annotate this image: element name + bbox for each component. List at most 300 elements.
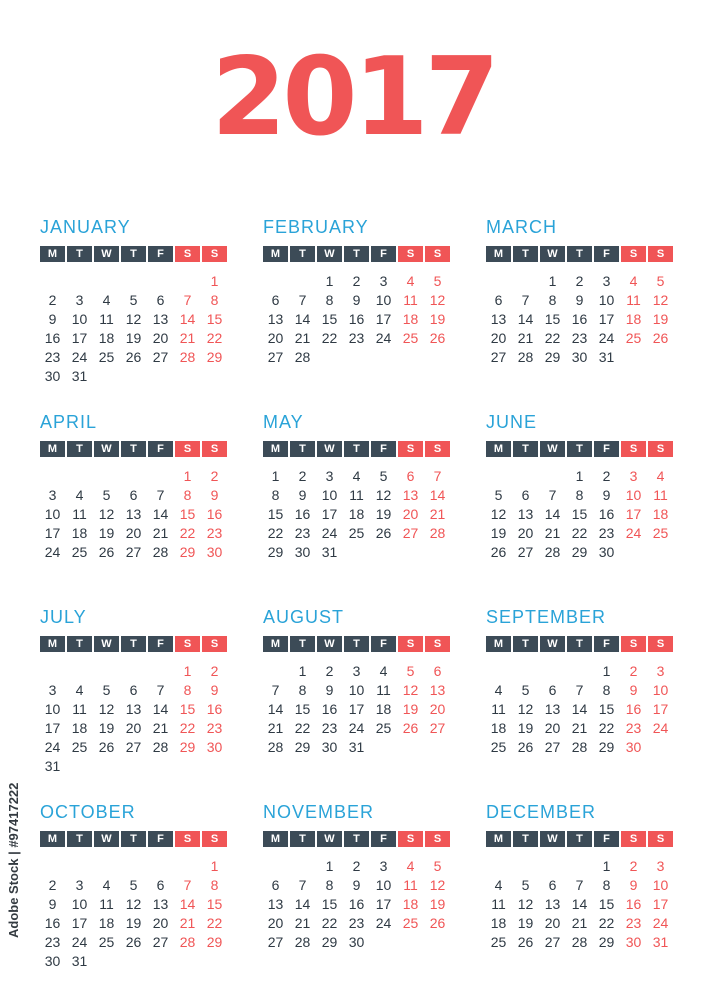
month-name: JUNE — [486, 412, 538, 432]
weekday-label: F — [148, 636, 173, 652]
day: 19 — [125, 330, 142, 346]
weekday-label: S — [175, 636, 200, 652]
month-august — [263, 604, 448, 799]
day: 3 — [48, 682, 57, 698]
day: 2 — [352, 273, 361, 289]
day-grid — [486, 662, 671, 757]
weekday-label: T — [290, 441, 315, 457]
weekday-label: T — [121, 441, 146, 457]
weekday-label: T — [290, 636, 315, 652]
weekday-label: F — [371, 831, 396, 847]
day: 23 — [598, 525, 615, 541]
day: 8 — [602, 682, 611, 698]
weekday-label: S — [175, 831, 200, 847]
day: 13 — [517, 506, 534, 522]
weekday-label: F — [148, 441, 173, 457]
day-grid — [40, 662, 225, 776]
day: 10 — [375, 877, 392, 893]
empty-cell — [67, 272, 92, 291]
day: 12 — [490, 506, 507, 522]
day: 11 — [491, 701, 506, 717]
weekday-label: S — [621, 831, 646, 847]
day: 25 — [71, 544, 88, 560]
day: 15 — [598, 701, 615, 717]
day: 20 — [544, 915, 561, 931]
day: 17 — [348, 701, 365, 717]
day: 30 — [598, 544, 615, 560]
weekday-header — [486, 636, 671, 652]
weekday-label: W — [94, 636, 119, 652]
day: 15 — [321, 311, 338, 327]
day: 22 — [294, 720, 311, 736]
day: 20 — [490, 330, 507, 346]
day: 31 — [321, 544, 338, 560]
weekday-label: W — [317, 246, 342, 262]
day: 30 — [44, 368, 61, 384]
weekday-label: F — [148, 246, 173, 262]
day: 30 — [348, 934, 365, 950]
day: 24 — [71, 349, 88, 365]
day: 8 — [325, 292, 334, 308]
day: 1 — [575, 468, 584, 484]
weekend-day: 29 — [179, 739, 196, 755]
day: 14 — [294, 896, 311, 912]
day: 4 — [352, 468, 361, 484]
empty-cell — [40, 662, 65, 681]
day: 19 — [375, 506, 392, 522]
day: 20 — [267, 915, 284, 931]
day: 16 — [321, 701, 338, 717]
day-grid — [40, 857, 225, 971]
day: 4 — [102, 292, 111, 308]
weekday-header — [486, 831, 671, 847]
month-december — [486, 799, 671, 994]
weekday-label: F — [594, 441, 619, 457]
day: 3 — [352, 663, 361, 679]
weekend-day: 2 — [629, 663, 638, 679]
day: 6 — [156, 292, 165, 308]
weekday-label: S — [425, 246, 450, 262]
empty-cell — [121, 272, 146, 291]
day: 7 — [298, 292, 307, 308]
day: 11 — [491, 896, 506, 912]
day: 2 — [352, 858, 361, 874]
weekday-label: S — [621, 246, 646, 262]
weekend-day: 3 — [656, 663, 665, 679]
weekend-day: 27 — [429, 720, 446, 736]
day: 4 — [75, 487, 84, 503]
day: 30 — [571, 349, 588, 365]
day: 21 — [294, 330, 311, 346]
weekday-label: S — [425, 636, 450, 652]
weekday-label: S — [202, 636, 227, 652]
day: 25 — [98, 349, 115, 365]
day: 2 — [48, 292, 57, 308]
weekend-day: 18 — [625, 311, 642, 327]
empty-cell — [540, 662, 565, 681]
weekend-day: 4 — [406, 858, 415, 874]
weekend-day: 11 — [403, 292, 418, 308]
weekend-day: 9 — [629, 682, 638, 698]
day: 24 — [348, 720, 365, 736]
day: 6 — [129, 487, 138, 503]
day: 6 — [548, 682, 557, 698]
weekday-header — [263, 441, 448, 457]
empty-cell — [94, 857, 119, 876]
month-february — [263, 214, 448, 409]
month-name: APRIL — [40, 412, 98, 432]
day: 17 — [598, 311, 615, 327]
weekend-day: 14 — [179, 896, 196, 912]
weekday-label: T — [121, 831, 146, 847]
day: 1 — [271, 468, 280, 484]
weekend-day: 29 — [179, 544, 196, 560]
stock-watermark: Adobe Stock | #97417222 — [6, 782, 21, 938]
day: 29 — [267, 544, 284, 560]
day: 28 — [294, 349, 311, 365]
day: 19 — [98, 720, 115, 736]
day: 1 — [298, 663, 307, 679]
day: 13 — [544, 896, 561, 912]
day: 13 — [152, 896, 169, 912]
day: 1 — [325, 273, 334, 289]
weekend-day: 12 — [402, 682, 419, 698]
day: 28 — [267, 739, 284, 755]
day: 3 — [379, 273, 388, 289]
day: 26 — [98, 544, 115, 560]
day: 10 — [348, 682, 365, 698]
weekend-day: 23 — [206, 720, 223, 736]
day: 1 — [325, 858, 334, 874]
weekend-day: 12 — [429, 877, 446, 893]
empty-cell — [263, 857, 288, 876]
day: 17 — [375, 311, 392, 327]
weekend-day: 10 — [652, 682, 669, 698]
calendar-grid — [40, 214, 700, 994]
weekday-label: T — [513, 831, 538, 847]
weekend-day: 1 — [210, 858, 219, 874]
day: 28 — [571, 934, 588, 950]
day: 27 — [490, 349, 507, 365]
year-title: 2017 — [211, 35, 496, 160]
day: 8 — [298, 682, 307, 698]
month-october — [40, 799, 225, 994]
weekend-day: 30 — [625, 739, 642, 755]
weekday-label: T — [67, 831, 92, 847]
day: 9 — [352, 877, 361, 893]
day: 23 — [44, 349, 61, 365]
weekend-day: 8 — [210, 292, 219, 308]
weekend-day: 7 — [183, 292, 192, 308]
month-may — [263, 409, 448, 604]
empty-cell — [513, 662, 538, 681]
day: 4 — [379, 663, 388, 679]
day-grid — [263, 662, 448, 757]
day: 24 — [321, 525, 338, 541]
day: 26 — [490, 544, 507, 560]
day: 12 — [125, 311, 142, 327]
month-september — [486, 604, 671, 799]
day: 10 — [44, 506, 61, 522]
weekend-day: 26 — [429, 915, 446, 931]
day: 24 — [44, 739, 61, 755]
day: 9 — [325, 682, 334, 698]
day: 11 — [99, 311, 114, 327]
day: 22 — [321, 915, 338, 931]
weekend-day: 25 — [402, 915, 419, 931]
day-grid — [40, 272, 225, 386]
weekend-day: 19 — [652, 311, 669, 327]
weekend-day: 11 — [403, 877, 418, 893]
weekend-day: 24 — [652, 720, 669, 736]
day: 8 — [548, 292, 557, 308]
weekend-day: 24 — [625, 525, 642, 541]
day: 4 — [75, 682, 84, 698]
weekend-day: 7 — [183, 877, 192, 893]
weekend-day: 5 — [656, 273, 665, 289]
weekend-day: 14 — [429, 487, 446, 503]
day: 10 — [71, 311, 88, 327]
day: 5 — [494, 487, 503, 503]
day: 8 — [325, 877, 334, 893]
day: 22 — [321, 330, 338, 346]
empty-cell — [67, 467, 92, 486]
day: 10 — [321, 487, 338, 503]
day: 3 — [379, 858, 388, 874]
day: 6 — [271, 877, 280, 893]
weekday-label: M — [486, 441, 511, 457]
weekend-day: 5 — [433, 858, 442, 874]
weekday-label: S — [398, 831, 423, 847]
day: 23 — [571, 330, 588, 346]
day: 5 — [129, 877, 138, 893]
day: 17 — [44, 720, 61, 736]
month-name: MAY — [263, 412, 304, 432]
empty-cell — [290, 857, 315, 876]
day: 6 — [521, 487, 530, 503]
day: 23 — [44, 934, 61, 950]
day: 5 — [379, 468, 388, 484]
weekday-label: S — [398, 441, 423, 457]
day: 26 — [125, 349, 142, 365]
day: 18 — [348, 506, 365, 522]
weekend-day: 25 — [402, 330, 419, 346]
weekend-day: 16 — [625, 896, 642, 912]
month-name: JANUARY — [40, 217, 131, 237]
day: 16 — [348, 311, 365, 327]
day: 18 — [71, 525, 88, 541]
day-grid — [486, 467, 671, 562]
weekday-label: W — [94, 441, 119, 457]
day: 18 — [98, 330, 115, 346]
day: 21 — [544, 525, 561, 541]
weekend-day: 29 — [206, 934, 223, 950]
day-grid — [263, 857, 448, 952]
weekday-label: T — [121, 246, 146, 262]
day: 12 — [125, 896, 142, 912]
weekend-day: 16 — [206, 701, 223, 717]
empty-cell — [540, 467, 565, 486]
weekday-label: W — [540, 441, 565, 457]
weekend-day: 31 — [652, 934, 669, 950]
weekend-day: 9 — [210, 682, 219, 698]
weekday-label: F — [371, 441, 396, 457]
empty-cell — [40, 272, 65, 291]
weekday-header — [40, 831, 225, 847]
empty-cell — [263, 662, 288, 681]
weekend-day: 14 — [179, 311, 196, 327]
day: 6 — [548, 877, 557, 893]
weekday-label: M — [263, 831, 288, 847]
day: 29 — [598, 739, 615, 755]
day: 20 — [152, 915, 169, 931]
weekday-label: T — [67, 246, 92, 262]
day-grid — [486, 272, 671, 367]
weekday-label: M — [40, 831, 65, 847]
weekend-day: 18 — [402, 311, 419, 327]
day: 12 — [375, 487, 392, 503]
day: 11 — [99, 896, 114, 912]
day: 6 — [129, 682, 138, 698]
day: 31 — [71, 368, 88, 384]
day: 10 — [598, 292, 615, 308]
weekday-label: M — [40, 441, 65, 457]
day: 25 — [348, 525, 365, 541]
day: 10 — [44, 701, 61, 717]
empty-cell — [175, 272, 200, 291]
empty-cell — [148, 857, 173, 876]
day: 25 — [490, 934, 507, 950]
day: 11 — [72, 506, 87, 522]
weekend-day: 19 — [429, 311, 446, 327]
day: 13 — [544, 701, 561, 717]
weekend-day: 24 — [652, 915, 669, 931]
empty-cell — [121, 467, 146, 486]
weekday-label: T — [344, 246, 369, 262]
weekend-day: 17 — [625, 506, 642, 522]
day: 12 — [517, 896, 534, 912]
day: 14 — [152, 506, 169, 522]
day: 19 — [517, 720, 534, 736]
weekday-label: T — [513, 441, 538, 457]
weekend-day: 23 — [625, 720, 642, 736]
day: 15 — [294, 701, 311, 717]
day: 14 — [571, 701, 588, 717]
day: 27 — [544, 934, 561, 950]
day: 8 — [271, 487, 280, 503]
day: 23 — [348, 330, 365, 346]
day: 11 — [376, 682, 391, 698]
day: 25 — [490, 739, 507, 755]
day: 15 — [544, 311, 561, 327]
weekend-day: 19 — [402, 701, 419, 717]
weekend-day: 22 — [179, 525, 196, 541]
weekend-day: 13 — [429, 682, 446, 698]
day-grid — [263, 467, 448, 562]
day: 24 — [598, 330, 615, 346]
weekday-label: S — [202, 441, 227, 457]
day: 22 — [598, 915, 615, 931]
weekday-label: F — [594, 636, 619, 652]
day: 16 — [44, 330, 61, 346]
day: 28 — [517, 349, 534, 365]
day: 26 — [517, 934, 534, 950]
day-grid — [263, 272, 448, 367]
weekday-label: T — [290, 831, 315, 847]
month-november — [263, 799, 448, 994]
weekend-day: 8 — [210, 877, 219, 893]
day: 9 — [48, 311, 57, 327]
day: 13 — [152, 311, 169, 327]
empty-cell — [486, 662, 511, 681]
weekend-day: 4 — [629, 273, 638, 289]
day: 21 — [152, 525, 169, 541]
day: 7 — [548, 487, 557, 503]
weekend-day: 23 — [625, 915, 642, 931]
day: 21 — [517, 330, 534, 346]
month-name: FEBRUARY — [263, 217, 369, 237]
weekday-label: W — [540, 246, 565, 262]
weekend-day: 4 — [656, 468, 665, 484]
weekend-day: 17 — [652, 896, 669, 912]
day: 12 — [98, 701, 115, 717]
empty-cell — [67, 857, 92, 876]
weekday-label: T — [513, 246, 538, 262]
day: 7 — [271, 682, 280, 698]
day: 21 — [294, 915, 311, 931]
day: 11 — [72, 701, 87, 717]
weekday-label: T — [567, 441, 592, 457]
day: 14 — [517, 311, 534, 327]
weekend-day: 30 — [206, 739, 223, 755]
weekend-day: 10 — [652, 877, 669, 893]
day: 27 — [125, 544, 142, 560]
weekday-label: S — [425, 441, 450, 457]
day: 27 — [152, 349, 169, 365]
weekend-day: 4 — [406, 273, 415, 289]
day: 14 — [571, 896, 588, 912]
empty-cell — [567, 662, 592, 681]
day: 26 — [125, 934, 142, 950]
month-april — [40, 409, 225, 604]
day: 22 — [267, 525, 284, 541]
day: 20 — [125, 720, 142, 736]
day: 27 — [267, 934, 284, 950]
weekend-day: 1 — [210, 273, 219, 289]
day: 3 — [48, 487, 57, 503]
day: 20 — [125, 525, 142, 541]
day: 2 — [48, 877, 57, 893]
day: 20 — [544, 720, 561, 736]
day: 5 — [521, 682, 530, 698]
day: 10 — [71, 896, 88, 912]
weekend-day: 2 — [210, 663, 219, 679]
day: 15 — [598, 896, 615, 912]
day: 28 — [571, 739, 588, 755]
day: 29 — [294, 739, 311, 755]
weekend-day: 2 — [210, 468, 219, 484]
empty-cell — [263, 272, 288, 291]
weekend-day: 15 — [206, 311, 223, 327]
weekday-label: T — [513, 636, 538, 652]
empty-cell — [94, 467, 119, 486]
weekday-label: S — [648, 246, 673, 262]
weekend-day: 26 — [429, 330, 446, 346]
day: 7 — [521, 292, 530, 308]
weekday-label: M — [263, 636, 288, 652]
day: 15 — [571, 506, 588, 522]
day: 29 — [544, 349, 561, 365]
